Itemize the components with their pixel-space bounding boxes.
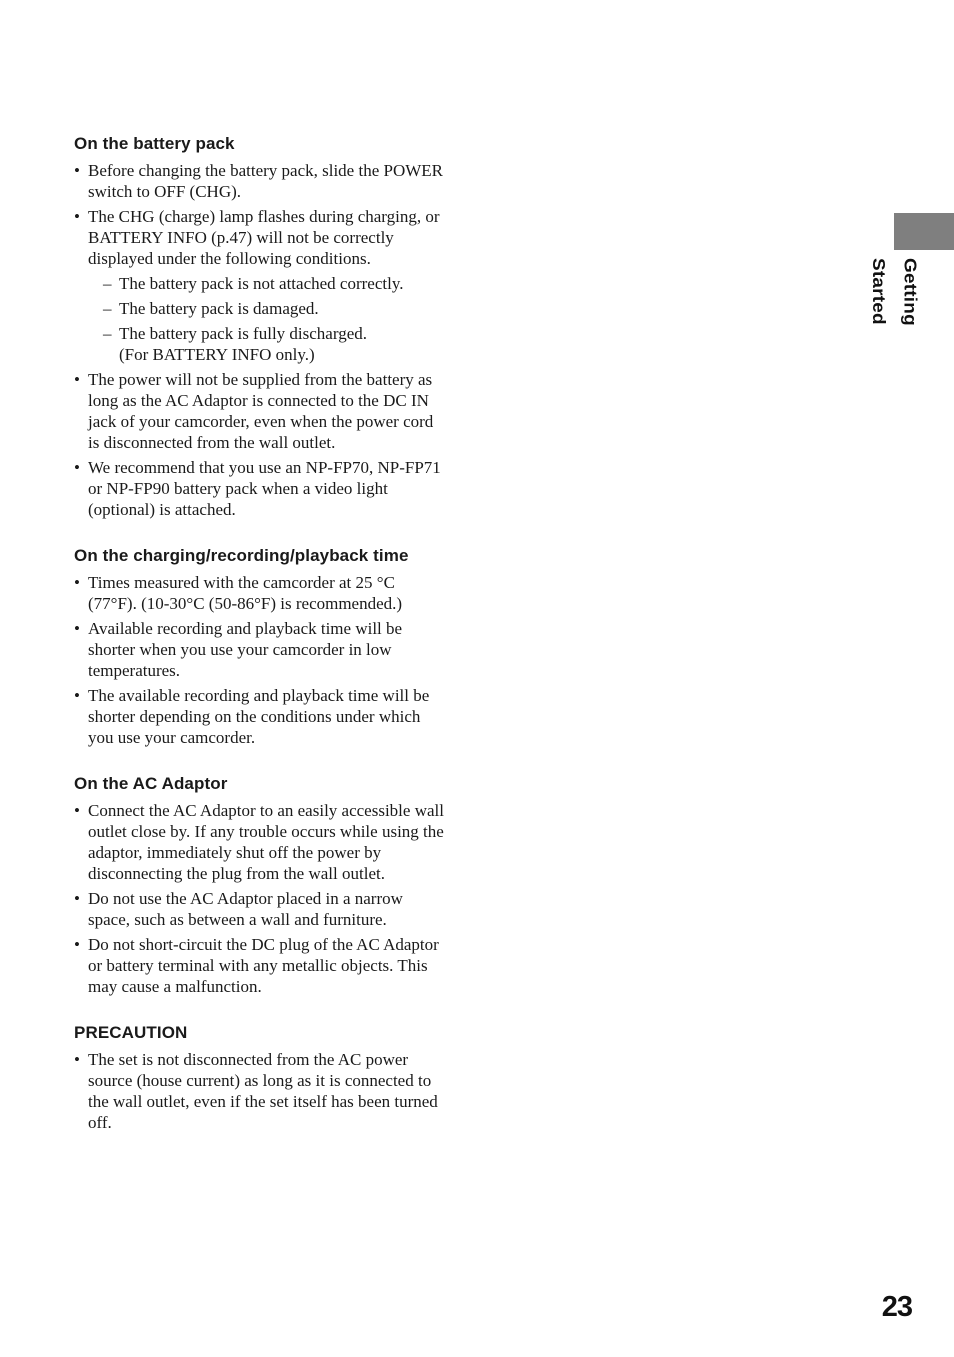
section-heading: On the AC Adaptor xyxy=(74,774,228,793)
chapter-tab-marker xyxy=(894,213,954,250)
bullet-list xyxy=(74,800,444,997)
bullet-item xyxy=(74,369,444,453)
bullet-item xyxy=(74,685,444,748)
bullet-text: The set is not disconnected from the AC power source (house current) as long as it is connected to the wall outlet, even if the set itself has been turned off. xyxy=(88,1050,438,1132)
section-heading: On the charging/recording/playback time xyxy=(74,546,409,565)
section-ac-adaptor xyxy=(74,772,444,997)
bullet-list xyxy=(74,1049,444,1133)
main-text-column xyxy=(74,132,444,1157)
bullet-text: The power will not be supplied from the battery as long as the AC Adaptor is connected to the DC IN jack of your camcorder, even when the power cord is disconnected from the wall outlet. xyxy=(88,370,434,452)
bullet-text: Do not use the AC Adaptor placed in a narrow space, such as between a wall and furniture. xyxy=(88,889,403,929)
section-precaution xyxy=(74,1021,444,1133)
bullet-item xyxy=(74,888,444,930)
bullet-item xyxy=(74,160,444,202)
bullet-text: The CHG (charge) lamp flashes during charging, or BATTERY INFO (p.47) will not be correctly displayed under the following conditions. xyxy=(88,207,440,268)
section-battery-pack xyxy=(74,132,444,520)
bullet-text: Do not short-circuit the DC plug of the AC Adaptor or battery terminal with any metallic objects. This may cause a malfunction. xyxy=(88,935,439,996)
bullet-item xyxy=(74,934,444,997)
section-charging-time xyxy=(74,544,444,748)
bullet-item xyxy=(74,457,444,520)
condition-list xyxy=(74,273,444,365)
section-heading: PRECAUTION xyxy=(74,1023,188,1042)
bullet-list xyxy=(74,369,444,520)
condition-item xyxy=(103,323,444,365)
condition-item xyxy=(103,273,444,294)
bullet-list xyxy=(74,572,444,748)
bullet-item xyxy=(74,618,444,681)
condition-text: The battery pack is not attached correctly. xyxy=(119,274,404,293)
bullet-item xyxy=(74,800,444,884)
bullet-item xyxy=(74,1049,444,1133)
bullet-text: Times measured with the camcorder at 25 °C (77°F). (10-30°C (50-86°F) is recommended.) xyxy=(88,573,403,613)
condition-text: The battery pack is fully discharged. xyxy=(119,324,367,343)
bullet-text: The available recording and playback time will be shorter depending on the conditions under which you use your camcorder. xyxy=(88,686,430,747)
chapter-label: Getting Started xyxy=(868,258,920,326)
bullet-text: Connect the AC Adaptor to an easily accessible wall outlet close by. If any trouble occurs while using the adaptor, immediately shut off the power by disconnecting the plug from the wall outlet. xyxy=(88,801,444,883)
page-number: 23 xyxy=(881,1291,912,1323)
bullet-list xyxy=(74,160,444,269)
bullet-item xyxy=(74,206,444,269)
bullet-text: Available recording and playback time will be shorter when you use your camcorder in low temperatures. xyxy=(88,619,403,680)
bullet-item xyxy=(74,572,444,614)
condition-note: (For BATTERY INFO only.) xyxy=(119,345,315,364)
condition-item xyxy=(103,298,444,319)
section-heading: On the battery pack xyxy=(74,134,235,153)
bullet-text: We recommend that you use an NP-FP70, NP-FP71 or NP-FP90 battery pack when a video light (optional) is attached. xyxy=(88,458,441,519)
condition-text: The battery pack is damaged. xyxy=(119,299,319,318)
bullet-text: Before changing the battery pack, slide the POWER switch to OFF (CHG). xyxy=(88,161,443,201)
